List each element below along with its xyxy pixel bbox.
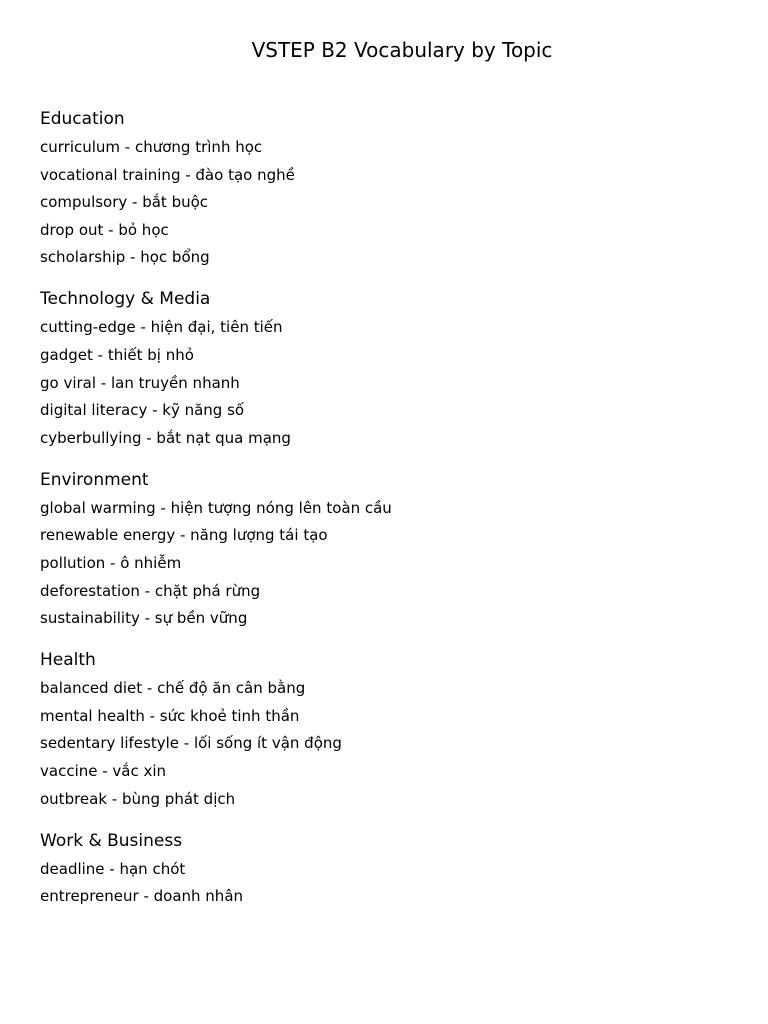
vocabulary-entry: pollution - ô nhiễm (40, 553, 182, 572)
vocabulary-entry: vaccine - vắc xin (40, 761, 167, 780)
vocabulary-entry: global warming - hiện tượng nóng lên toàn cầu (40, 498, 392, 517)
vocabulary-list (40, 498, 740, 628)
vocabulary-entry: compulsory - bắt buộc (40, 193, 209, 212)
vocabulary-content (40, 108, 740, 927)
section-heading: Work & Business (40, 830, 183, 851)
section-heading: Environment (40, 469, 149, 490)
section-technology-media (40, 288, 740, 447)
vocabulary-entry: vocational training - đào tạo nghề (40, 165, 295, 184)
vocabulary-entry: cyberbullying - bắt nạt qua mạng (40, 428, 291, 447)
section-work-business (40, 830, 740, 907)
vocabulary-entry: sustainability - sự bền vững (40, 609, 248, 628)
vocabulary-entry: balanced diet - chế độ ăn cân bằng (40, 679, 306, 698)
vocabulary-entry: scholarship - học bổng (40, 248, 210, 267)
vocabulary-entry: entrepreneur - doanh nhân (40, 887, 244, 906)
section-heading: Education (40, 109, 125, 129)
vocabulary-entry: digital literacy - kỹ năng số (40, 401, 245, 420)
vocabulary-entry: renewable energy - năng lượng tái tạo (40, 526, 328, 545)
vocabulary-list (40, 859, 740, 907)
vocabulary-list (40, 317, 740, 447)
vocabulary-entry: gadget - thiết bị nhỏ (40, 345, 194, 364)
vocabulary-entry: go viral - lan truyền nhanh (40, 373, 240, 392)
vocabulary-entry: cutting-edge - hiện đại, tiên tiến (40, 318, 283, 337)
vocabulary-entry: deadline - hạn chót (40, 859, 186, 878)
vocabulary-entry: mental health - sức khoẻ tinh thần (40, 706, 300, 725)
vocabulary-entry: sedentary lifestyle - lối sống ít vận động (40, 734, 342, 753)
vocabulary-entry: deforestation - chặt phá rừng (40, 581, 261, 600)
vocabulary-list (40, 137, 740, 267)
vocabulary-entry: curriculum - chương trình học (40, 138, 263, 156)
page-title: VSTEP B2 Vocabulary by Topic (251, 38, 553, 62)
vocabulary-entry: drop out - bỏ học (40, 220, 169, 239)
vocabulary-entry: outbreak - bùng phát dịch (40, 789, 236, 808)
section-health (40, 649, 740, 808)
section-education (40, 108, 740, 267)
section-heading: Health (40, 650, 96, 671)
section-environment (40, 469, 740, 628)
section-heading: Technology & Media (40, 289, 211, 310)
vocabulary-list (40, 678, 740, 808)
